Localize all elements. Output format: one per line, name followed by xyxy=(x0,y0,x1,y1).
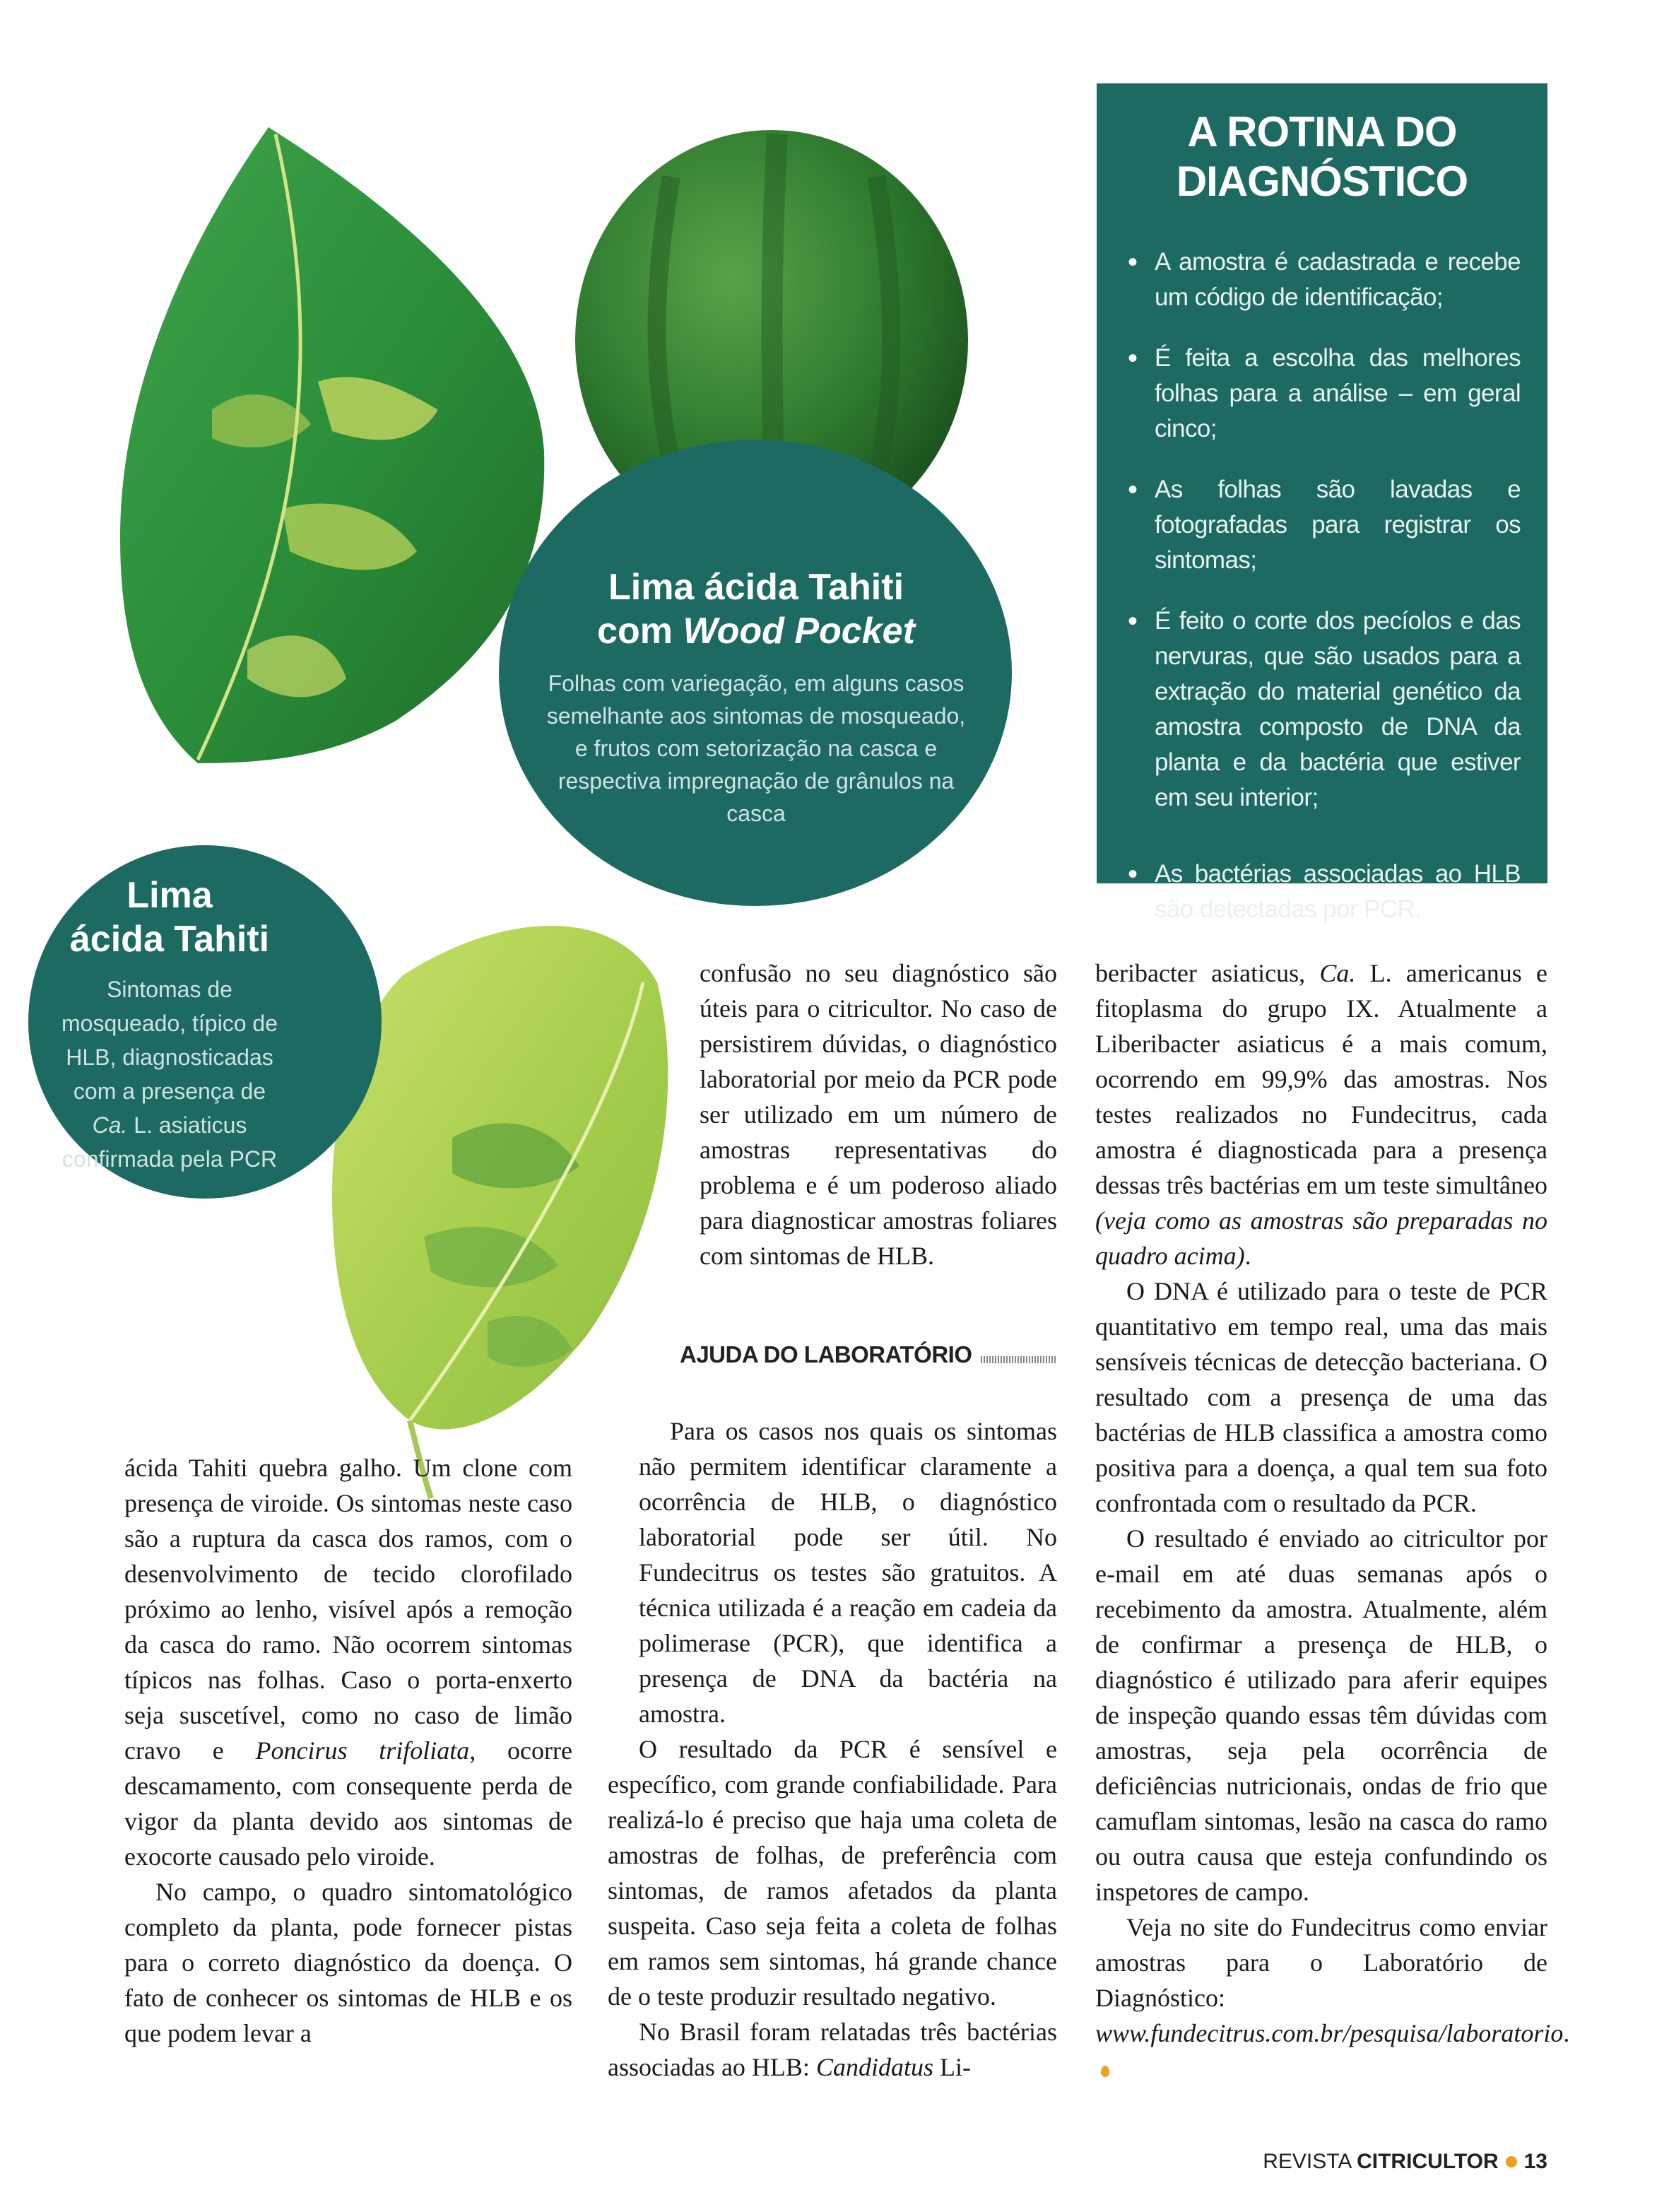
col3-p1-italic2: (veja como as amostras são preparadas no quadro acima) xyxy=(1095,1206,1547,1270)
caption-lima-title xyxy=(42,873,297,961)
routine-box-title xyxy=(1097,107,1547,206)
caption-lima-text-italic: Ca. xyxy=(92,1112,128,1138)
footer-dot-icon xyxy=(1506,2156,1517,2167)
col3-paragraph-3: O resultado é enviado ao citricultor por e-mail em até duas semanas após o recebimento da amostra. Atualmente, além de confirmar a presença de HLB, o diagnóstico é utilizado para aferir equipes de inspeção quando essas têm dúvidas com amostras, seja pela ocorrência de deficiências nutricionais, ondas de frio que camuflam sintomas, lesão na casca do ramo ou outra causa que esteja confundindo os inspetores de campo. xyxy=(1095,1524,1547,1906)
column-2-lower xyxy=(608,1413,1057,2085)
section-heading-lab-text: AJUDA DO LABORATÓRIO xyxy=(680,1341,972,1367)
col3-p4-a: Veja no site do Fundecitrus como enviar amostras para o Laboratório de Diagnóstico: xyxy=(1095,1913,1547,2012)
caption-wood-title-line1: Lima ácida Tahiti xyxy=(608,567,904,608)
col3-p4-link[interactable]: www.fundecitrus.com.br/pesquisa/laboratorio xyxy=(1095,2019,1564,2047)
routine-item: • É feito o corte dos pecíolos e das nervuras, que são usados para a extração do material genético da amostra composto de DNA da planta e da bactéria que estiver em seu interior; xyxy=(1125,604,1521,816)
caption-lima-title-line2: ácida Tahiti xyxy=(69,919,270,960)
caption-wood-title xyxy=(544,565,968,653)
routine-list xyxy=(1125,245,1521,953)
col3-paragraph-2: O DNA é utilizado para o teste de PCR quantitativo em tempo real, uma das mais sensíveis técnicas de detecção bacteriana. O resultado com a presença de uma das bactérias de HLB classifica a amostra como positiva para a doença, a qual tem sua foto confrontada com o resultado da PCR. xyxy=(1095,1277,1547,1517)
column-2 xyxy=(608,955,1057,1273)
routine-box-title-line2: DIAGNÓSTICO xyxy=(1176,158,1468,205)
col2-paragraph-4 xyxy=(608,2014,1057,2085)
routine-item: • A amostra é cadastrada e recebe um código de identificação; xyxy=(1125,245,1521,315)
footer-magazine-bold: CITRICULTOR xyxy=(1357,2150,1499,2173)
col2-p4-italic: Candidatus xyxy=(815,2053,933,2081)
caption-wood-title-line2 xyxy=(544,609,968,653)
section-heading-rule xyxy=(981,1356,1058,1363)
col2-paragraph-2: Para os casos nos quais os sintomas não permitem identificar claramente a ocorrência de HLB, o diagnóstico laboratorial pode ser útil. No Fundecitrus os testes são gratuitos. A técnica utilizada é a reação em cadeia da polimerase (PCR), que identifica a presença de DNA da bactéria na amostra. xyxy=(639,1417,1057,1728)
col3-p1-c: . xyxy=(1244,1242,1251,1270)
col2-p4-b: Li- xyxy=(933,2053,971,2081)
column-1 xyxy=(124,1450,572,2051)
col3-paragraph-1 xyxy=(1095,955,1547,1273)
caption-wood-title-pre: com xyxy=(597,611,683,652)
caption-lima xyxy=(42,873,297,1176)
col3-paragraph-4 xyxy=(1095,1910,1570,2086)
end-mark-icon xyxy=(1101,2066,1109,2077)
col1-paragraph-1 xyxy=(124,1450,572,1874)
footer-magazine: REVISTA xyxy=(1263,2150,1357,2173)
col1-paragraph-2: No campo, o quadro sintomatológico completo da planta, pode fornecer pistas para o correto diagnóstico da doença. O fato de conhecer os sintomas de HLB e os que podem levar a xyxy=(124,1878,572,2047)
section-heading-lab xyxy=(680,1341,1057,1368)
col2-paragraph-1: confusão no seu diagnóstico são úteis para o citricultor. No caso de persistirem dúvidas, o diagnóstico laboratorial por meio da PCR pode ser utilizado em um número de amostras representativas do problema e é um poderoso aliado para diagnosticar amostras foliares com sintomas de HLB. xyxy=(700,959,1057,1270)
col2-p4-a: No Brasil foram relatadas três bactérias associadas ao HLB: xyxy=(608,2018,1057,2081)
page-number: 13 xyxy=(1523,2150,1547,2173)
routine-box-title-line1: A ROTINA DO xyxy=(1187,108,1457,155)
routine-box xyxy=(1097,83,1547,923)
caption-lima-text-post: L. asiaticus confirmada pela PCR xyxy=(61,1112,278,1172)
routine-item: • É feita a escolha das melhores folhas para a análise – em geral cinco; xyxy=(1125,341,1521,447)
col1-p1-a: ácida Tahiti quebra galho. Um clone com presença de viroide. Os sintomas neste caso são a ruptura da casca dos ramos, com o desenvolvimento de tecido clorofilado próximo ao lenho, visível após a remoção da casca do ramo. Não ocorrem sintomas típicos nas folhas. Caso o porta-enxerto seja suscetível, como no caso de limão cravo e xyxy=(124,1454,572,1765)
routine-item: • As bactérias associadas ao HLB são detectadas por PCR. xyxy=(1125,857,1521,927)
caption-lima-text-pre: Sintomas de mosqueado, típico de HLB, diagnosticadas com a presença de xyxy=(61,977,278,1104)
caption-wood-title-italic: Wood Pocket xyxy=(683,611,915,652)
caption-wood-pocket xyxy=(544,565,968,830)
column-3 xyxy=(1095,955,1570,2086)
routine-item: • As folhas são lavadas e fotografadas para registrar os sintomas; xyxy=(1125,472,1521,578)
col3-p1-b: L. americanus e fitoplasma do grupo IX. Atualmente a Liberibacter asiaticus é a mais comum, ocorrendo em 99,9% das amostras. Nos testes realizados no Fundecitrus, cada amostra é diagnosticada para a presença dessas três bactérias em um teste simultâneo xyxy=(1095,959,1548,1199)
col1-p1-italic: Poncirus trifoliata xyxy=(255,1736,470,1765)
col2-paragraph-3: O resultado da PCR é sensível e específico, com grande confiabilidade. Para realizá-lo é preciso que haja uma coleta de amostras de folhas, de preferência com sintomas, de ramos afetados da planta suspeita. Caso seja feita a coleta de folhas em ramos sem sintomas, há grande chance de o teste produzir resultado negativo. xyxy=(608,1735,1057,2011)
col3-p1-italic1: Ca. xyxy=(1319,959,1356,987)
caption-lima-title-line1: Lima xyxy=(126,875,213,916)
caption-lima-text xyxy=(57,972,283,1176)
caption-wood-text: Folhas com variegação, em alguns casos semelhante aos sintomas de mosqueado, e frutos com setorização na casca e respectiva impregnação de grânulos na casca xyxy=(546,671,966,826)
col3-p1-a: beribacter asiaticus, xyxy=(1095,959,1320,987)
col1-p1-b: , ocorre descamamento, com consequente perda de vigor da planta devido aos sintomas de exocorte causado pelo viroide. xyxy=(124,1736,572,1871)
page-footer xyxy=(1263,2150,1547,2174)
col3-p4-b: . xyxy=(1563,2019,1570,2047)
leaf-mottled-illustration xyxy=(106,113,558,792)
